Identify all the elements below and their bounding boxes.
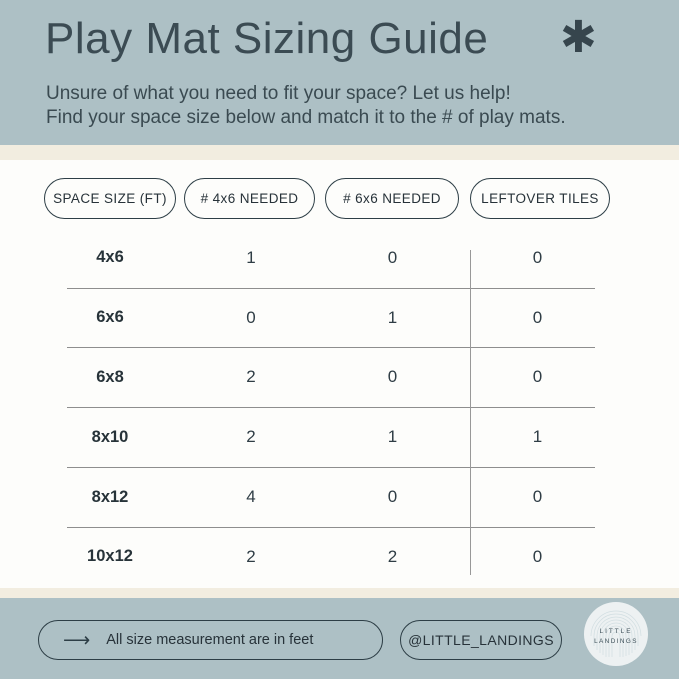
social-handle-pill: @LITTLE_LANDINGS <box>400 620 562 660</box>
row-divider <box>67 288 595 289</box>
leftover-cell: 1 <box>532 427 543 447</box>
page-title: Play Mat Sizing Guide <box>45 14 489 63</box>
leftover-cell: 0 <box>532 307 543 327</box>
mats-4x6-cell: 4 <box>246 487 256 507</box>
row-divider <box>67 527 595 528</box>
row-divider <box>67 347 595 348</box>
row-divider <box>67 467 595 468</box>
table-row <box>38 348 610 408</box>
measurement-note: All size measurement are in feet <box>106 632 314 648</box>
logo-text-line-2: LANDINGS <box>594 638 638 645</box>
column-header-leftover-tiles: LEFTOVER TILES <box>470 178 610 219</box>
mats-6x6-cell: 2 <box>387 546 398 566</box>
leftover-cell: 0 <box>532 247 543 267</box>
subtitle-line-1: Unsure of what you need to fit your space? Let us help! <box>46 83 511 104</box>
table-row <box>38 228 610 288</box>
mats-6x6-cell: 0 <box>387 487 398 507</box>
space-size-cell: 10x12 <box>87 547 133 566</box>
subtitle <box>46 82 566 130</box>
logo-arch-graphic <box>584 602 648 666</box>
little-landings-logo <box>584 602 648 666</box>
table-row <box>38 407 610 467</box>
measurement-note-pill <box>38 620 383 660</box>
mats-4x6-cell: 1 <box>246 247 256 267</box>
column-header-6x6-needed: # 6x6 NEEDED <box>325 178 459 219</box>
space-size-cell: 6x8 <box>96 367 124 386</box>
mats-4x6-cell: 2 <box>246 367 256 387</box>
column-header-space-size: SPACE SIZE (FT) <box>44 178 176 219</box>
leftover-cell: 0 <box>532 487 543 507</box>
column-header-4x6-needed: # 4x6 NEEDED <box>184 178 315 219</box>
space-size-cell: 6x6 <box>96 308 124 327</box>
cream-divider-top <box>0 145 679 160</box>
mats-6x6-cell: 1 <box>387 427 398 447</box>
leftover-cell: 0 <box>532 367 543 387</box>
table-row <box>38 288 610 348</box>
mats-4x6-cell: 2 <box>246 546 256 566</box>
mats-6x6-cell: 0 <box>387 247 398 267</box>
space-size-cell: 4x6 <box>96 248 124 267</box>
leftover-cell: 0 <box>532 546 543 566</box>
mats-6x6-cell: 0 <box>387 367 398 387</box>
table-row <box>38 467 610 527</box>
asterisk-icon: ✱ <box>560 13 597 62</box>
space-size-cell: 8x10 <box>91 427 129 446</box>
space-size-cell: 8x12 <box>91 487 129 506</box>
header-banner <box>0 0 679 145</box>
arrow-right-icon: ⟶ <box>63 629 91 651</box>
subtitle-line-2: Find your space size below and match it to the # of play mats. <box>46 107 566 128</box>
column-divider <box>470 250 471 575</box>
mats-4x6-cell: 2 <box>246 427 256 447</box>
table-row <box>38 527 610 587</box>
cream-divider-bottom <box>0 588 679 598</box>
row-divider <box>67 407 595 408</box>
logo-text-line-1: LITTLE <box>599 628 633 635</box>
mats-4x6-cell: 0 <box>246 307 256 327</box>
mats-6x6-cell: 1 <box>387 307 398 327</box>
